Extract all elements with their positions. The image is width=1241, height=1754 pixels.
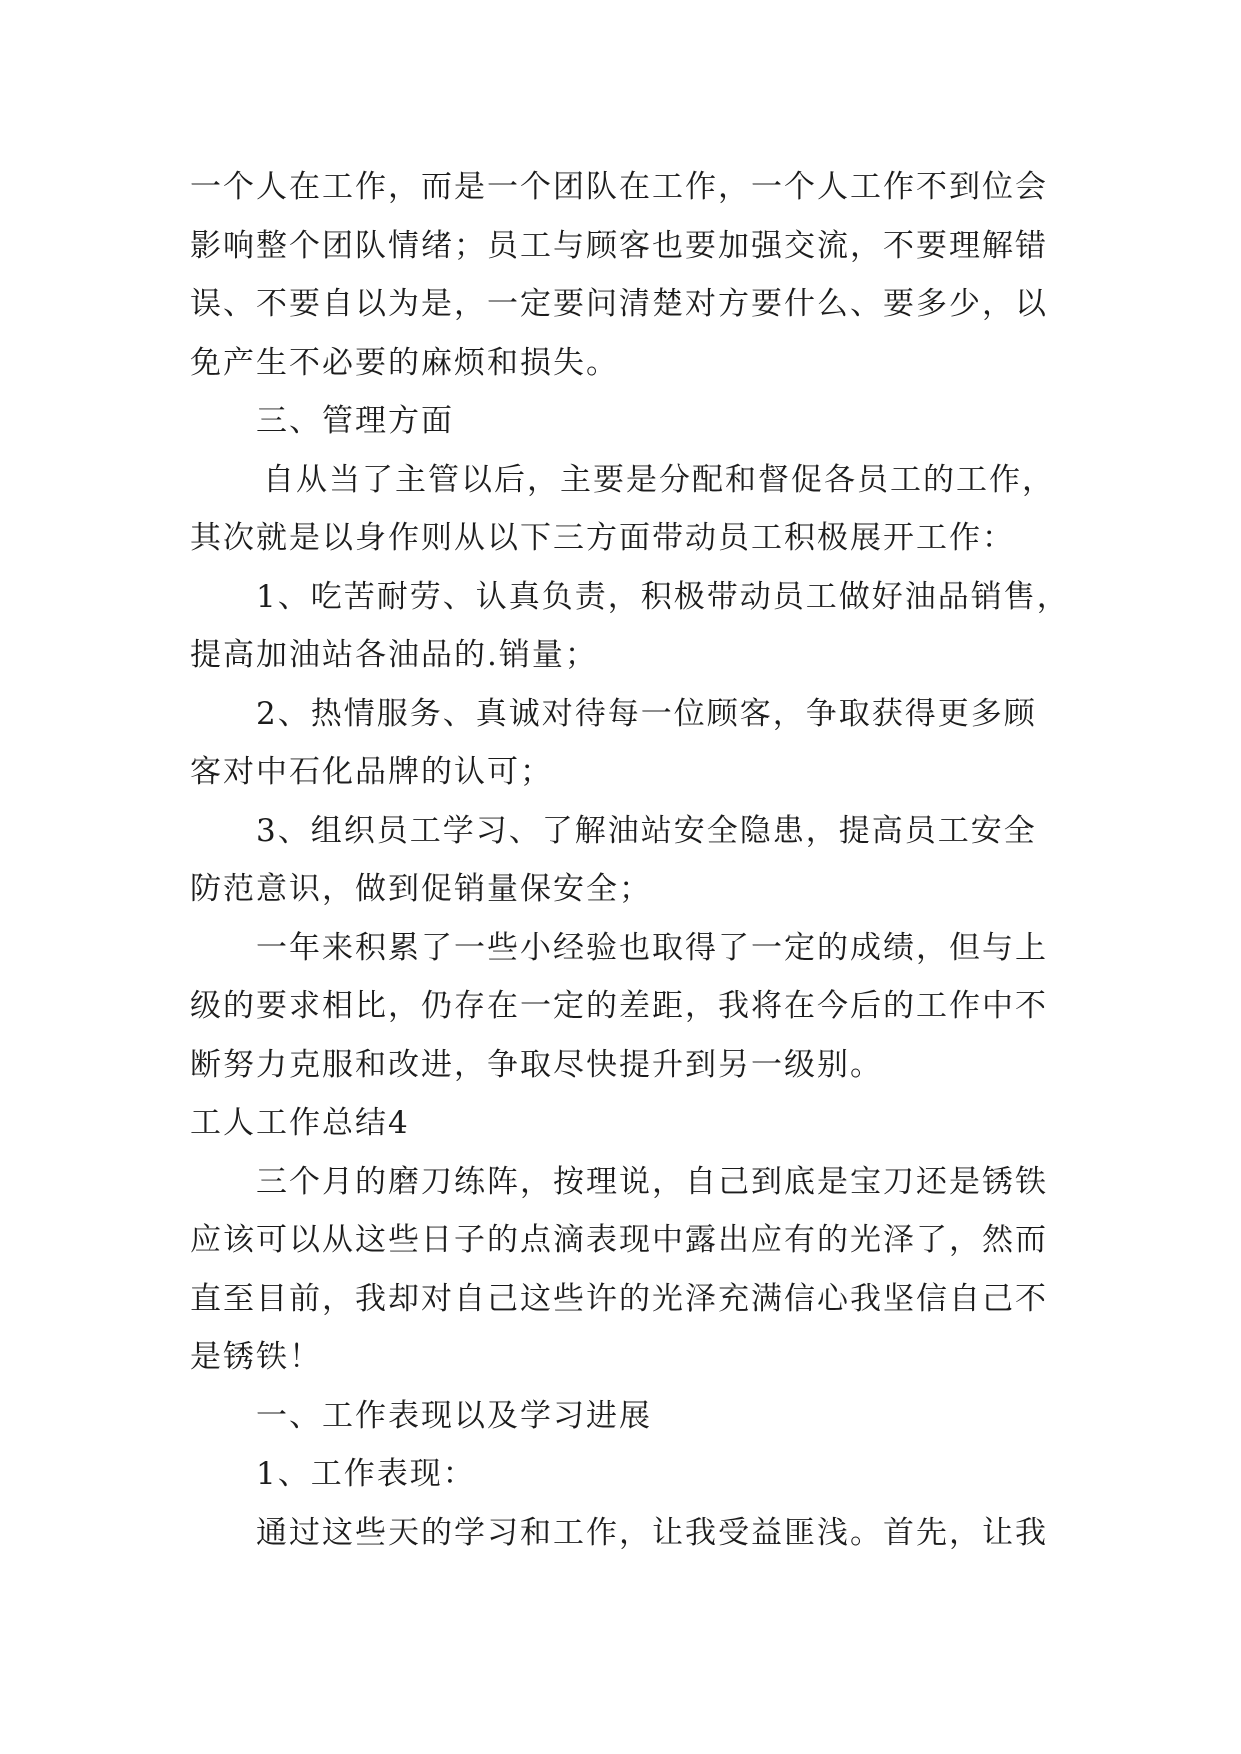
text-line: 客对中石化品牌的认可； <box>190 754 553 790</box>
text-line: 是锈铁！ <box>190 1339 322 1375</box>
document-body <box>190 158 1070 1562</box>
text-line: 提高加油站各油品的.销量； <box>190 637 598 673</box>
list-item: 1、吃苦耐劳、认真负责，积极带动员工做好油品销售， <box>256 578 1070 615</box>
text-line: 一年来积累了一些小经验也取得了一定的成绩，但与上 <box>256 929 1048 966</box>
text-line: 直至目前，我却对自己这些许的光泽充满信心我坚信自己不 <box>190 1280 1048 1317</box>
text-line: 防范意识，做到促销量保安全； <box>190 871 652 907</box>
text-line: 应该可以从这些日子的点滴表现中露出应有的光泽了，然而 <box>190 1222 1048 1258</box>
section-heading: 一、工作表现以及学习进展 <box>256 1397 652 1434</box>
subsection-heading: 1、工作表现： <box>256 1456 476 1492</box>
text-line: 三个月的磨刀练阵，按理说，自己到底是宝刀还是锈铁 <box>256 1163 1048 1200</box>
text-line: 影响整个团队情绪；员工与顾客也要加强交流，不要理解错 <box>190 227 1048 264</box>
text-line: 级的要求相比，仍存在一定的差距，我将在今后的工作中不 <box>190 988 1048 1024</box>
document-title: 工人工作总结4 <box>190 1105 410 1141</box>
text-line: 免产生不必要的麻烦和损失。 <box>190 344 619 381</box>
list-item: 3、组织员工学习、了解油站安全隐患，提高员工安全 <box>256 812 1037 849</box>
text-line: 其次就是以身作则从以下三方面带动员工积极展开工作： <box>190 520 1015 556</box>
text-line: 自从当了主管以后，主要是分配和督促各员工的工作， <box>263 461 1055 498</box>
section-heading: 三、管理方面 <box>256 403 454 439</box>
text-line: 一个人在工作，而是一个团队在工作，一个人工作不到位会 <box>190 169 1048 205</box>
text-line: 误、不要自以为是，一定要问清楚对方要什么、要多少，以 <box>190 286 1048 322</box>
list-item: 2、热情服务、真诚对待每一位顾客，争取获得更多顾 <box>256 695 1037 732</box>
text-line: 通过这些天的学习和工作，让我受益匪浅。首先，让我 <box>256 1514 1048 1551</box>
text-line: 断努力克服和改进，争取尽快提升到另一级别。 <box>190 1046 883 1083</box>
